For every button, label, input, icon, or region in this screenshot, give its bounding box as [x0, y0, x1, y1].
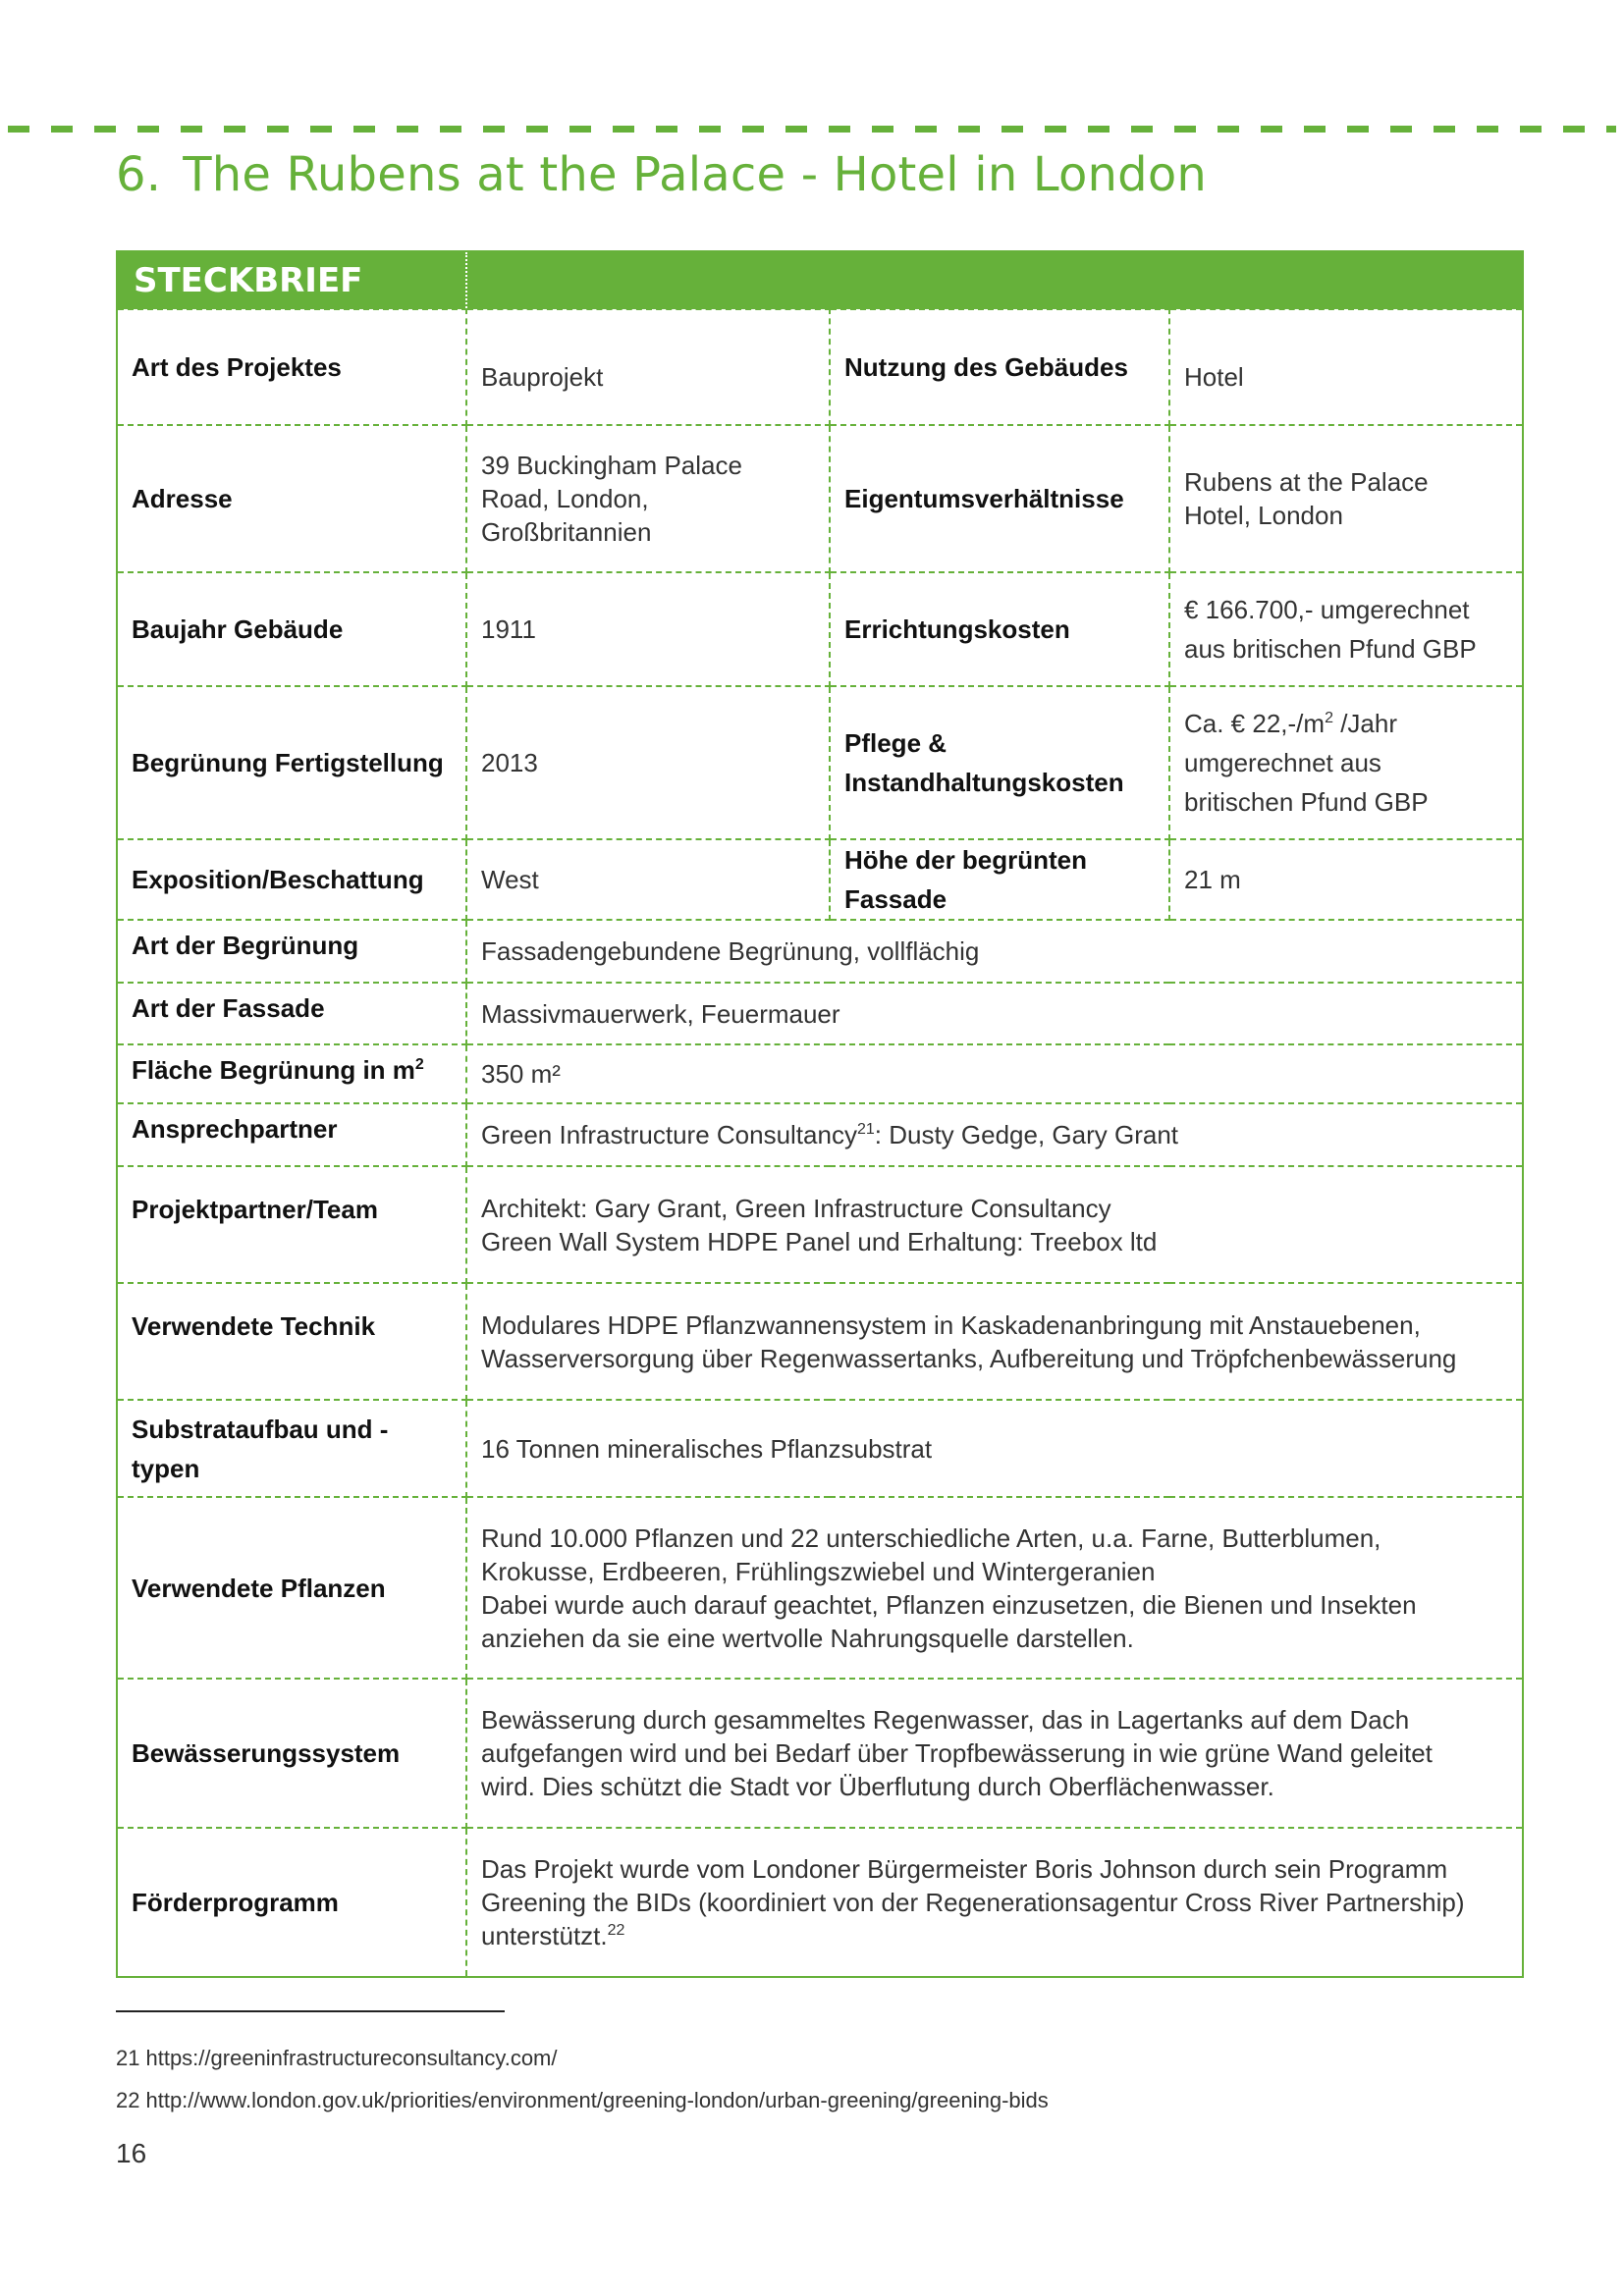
table-header-row [117, 251, 1523, 309]
table-header-filler [466, 251, 1523, 309]
value-foerderprogramm: Das Projekt wurde vom Londoner Bürgermeister Boris Johnson durch sein Programm Greening the BIDs (koordiniert von der Regenerationsagentur Cross River Partnership) unterstützt.$^{22}$ [466, 1828, 1523, 1977]
value-technik: Modulares HDPE Pflanzwannensystem in Kaskadenanbringung mit Anstauebenen, Wasserversorgung über Regenwassertanks, Aufbereitung und Tröpfchenbewässerung [466, 1283, 1523, 1400]
table-header-title: STECKBRIEF [117, 251, 466, 309]
footnote-21: 21 https://greeninfrastructureconsultancy.com/ [116, 2046, 558, 2070]
label-bewaesserung: Bewässerungssystem [117, 1679, 466, 1828]
table-row [117, 839, 1523, 920]
table-row [117, 1166, 1523, 1283]
table-row [117, 1400, 1523, 1497]
label-pflanzen: Verwendete Pflanzen [117, 1497, 466, 1679]
value-nutzung: Hotel [1169, 309, 1523, 425]
value-substrat: 16 Tonnen mineralisches Pflanzsubstrat [466, 1400, 1523, 1497]
label-adresse: Adresse [117, 425, 466, 572]
label-flaeche: Fläche Begrünung in $m^2$ [117, 1044, 466, 1103]
table-row [117, 1044, 1523, 1103]
section-title: The Rubens at the Palace - Hotel in London [183, 147, 1208, 202]
table-row [117, 686, 1523, 839]
value-exposition: West [466, 839, 830, 920]
label-hoehe-fassade: Höhe der begrünten Fassade [830, 839, 1169, 920]
label-art-begruenung: Art der Begrünung [117, 920, 466, 983]
profile-table [116, 250, 1524, 1978]
table-row [117, 309, 1523, 425]
footnote-link[interactable]: https://greeninfrastructureconsultancy.com/ [145, 2046, 558, 2070]
value-errichtungskosten: € 166.700,- umgerechnet aus britischen Pfund GBP [1169, 572, 1523, 686]
label-art-fassade: Art der Fassade [117, 983, 466, 1044]
value-bewaesserung: Bewässerung durch gesammeltes Regenwasser, das in Lagertanks auf dem Dach aufgefangen wird und bei Bedarf über Tropfbewässerung in wie grüne Wand geleitet wird. Dies schützt die Stadt vor Überflutung durch Oberflächenwasser. [466, 1679, 1523, 1828]
value-fertigstellung: 2013 [466, 686, 830, 839]
label-fertigstellung: Begrünung Fertigstellung [117, 686, 466, 839]
label-technik: Verwendete Technik [117, 1283, 466, 1400]
table-row [117, 1497, 1523, 1679]
value-hoehe-fassade: 21 m [1169, 839, 1523, 920]
footnote-link[interactable]: http://www.london.gov.uk/priorities/environment/greening-london/urban-greening/greening-bids [145, 2088, 1049, 2112]
table-row [117, 1828, 1523, 1977]
label-ansprechpartner: Ansprechpartner [117, 1103, 466, 1166]
value-flaeche: 350 m² [466, 1044, 1523, 1103]
label-foerderprogramm: Förderprogramm [117, 1828, 466, 1977]
label-substrat: Substrataufbau und - typen [117, 1400, 466, 1497]
label-projektpartner: Projektpartner/Team [117, 1166, 466, 1283]
value-ansprechpartner: Green Infrastructure Consultancy$^{21}$: Dusty Gedge, Gary Grant [466, 1103, 1523, 1166]
label-nutzung: Nutzung des Gebäudes [830, 309, 1169, 425]
value-adresse: 39 Buckingham Palace Road, London, Großbritannien [466, 425, 830, 572]
label-pflege-kosten: Pflege & Instandhaltungskosten [830, 686, 1169, 839]
label-exposition: Exposition/Beschattung [117, 839, 466, 920]
page-number: 16 [116, 2138, 147, 2168]
value-art-projekt: Bauprojekt [466, 309, 830, 425]
value-pflege-kosten: Ca. € $22,-/m^2$ /Jahr umgerechnet aus britischen Pfund GBP [1169, 686, 1523, 839]
section-number: 6. [116, 147, 162, 202]
section-heading [116, 147, 1207, 202]
label-art-projekt: Art des Projektes [117, 309, 466, 425]
value-art-fassade: Massivmauerwerk, Feuermauer [466, 983, 1523, 1044]
value-projektpartner: Architekt: Gary Grant, Green Infrastructure Consultancy Green Wall System HDPE Panel und Erhaltung: Treebox ltd [466, 1166, 1523, 1283]
footnote-22: 22 http://www.london.gov.uk/priorities/environment/greening-london/urban-greening/greening-bids [116, 2088, 1049, 2112]
label-baujahr: Baujahr Gebäude [117, 572, 466, 686]
value-art-begruenung: Fassadengebundene Begrünung, vollflächig [466, 920, 1523, 983]
table-row [117, 983, 1523, 1044]
value-pflanzen: Rund 10.000 Pflanzen und 22 unterschiedliche Arten, u.a. Farne, Butterblumen, Krokusse, Erdbeeren, Frühlingszwiebel und Wintergeranien Dabei wurde auch darauf geachtet, Pflanzen einzusetzen, die Bienen und Insekten anziehen da sie eine wertvolle Nahrungsquelle darstellen. [466, 1497, 1523, 1679]
table-row [117, 572, 1523, 686]
table-row [117, 1103, 1523, 1166]
table-row [117, 1679, 1523, 1828]
label-eigentum: Eigentumsverhältnisse [830, 425, 1169, 572]
table-row [117, 920, 1523, 983]
label-errichtungskosten: Errichtungskosten [830, 572, 1169, 686]
value-eigentum: Rubens at the Palace Hotel, London [1169, 425, 1523, 572]
footnote-separator [116, 2010, 505, 2012]
table-row [117, 425, 1523, 572]
table-row [117, 1283, 1523, 1400]
dashed-top-rule [8, 126, 1616, 133]
value-baujahr: 1911 [466, 572, 830, 686]
